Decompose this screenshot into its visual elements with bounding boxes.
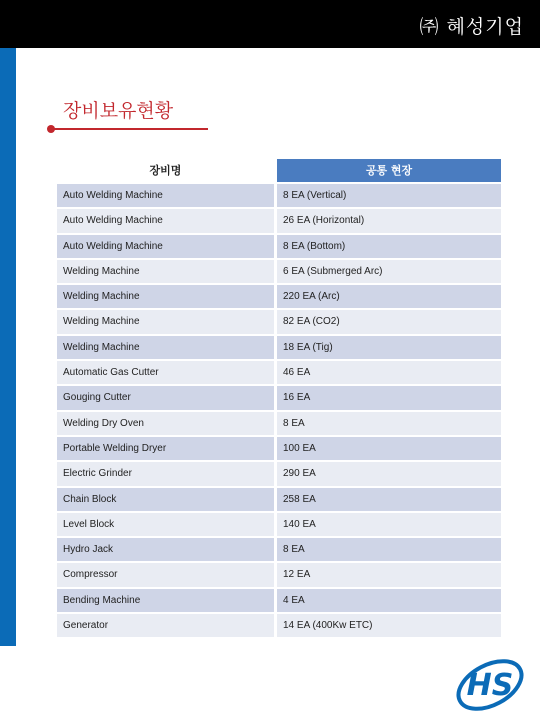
logo-letters: HS (466, 668, 514, 703)
quantity-cell: 100 EA (277, 437, 501, 460)
equipment-name-cell: Bending Machine (57, 589, 274, 612)
table-row (57, 235, 501, 258)
quantity-cell: 46 EA (277, 361, 501, 384)
equipment-name-cell: Welding Machine (57, 310, 274, 333)
equipment-name-cell: Automatic Gas Cutter (57, 361, 274, 384)
equipment-name-cell: Hydro Jack (57, 538, 274, 561)
quantity-cell: 220 EA (Arc) (277, 285, 501, 308)
equipment-name-cell: Auto Welding Machine (57, 184, 274, 207)
equipment-name-cell: Welding Machine (57, 285, 274, 308)
quantity-cell: 14 EA (400Kw ETC) (277, 614, 501, 637)
equipment-name-cell: Auto Welding Machine (57, 209, 274, 232)
table-row (57, 563, 501, 586)
column-header-equipment: 장비명 (57, 159, 274, 182)
quantity-cell: 16 EA (277, 386, 501, 409)
quantity-cell: 258 EA (277, 488, 501, 511)
table-row (57, 412, 501, 435)
table-row (57, 437, 501, 460)
equipment-name-cell: Compressor (57, 563, 274, 586)
side-accent-bar (0, 48, 16, 646)
table-row (57, 614, 501, 637)
quantity-cell: 82 EA (CO2) (277, 310, 501, 333)
table-row (57, 589, 501, 612)
table-row (57, 538, 501, 561)
quantity-cell: 290 EA (277, 462, 501, 485)
equipment-name-cell: Gouging Cutter (57, 386, 274, 409)
table-row (57, 285, 501, 308)
table-row (57, 462, 501, 485)
quantity-cell: 26 EA (Horizontal) (277, 209, 501, 232)
equipment-name-cell: Portable Welding Dryer (57, 437, 274, 460)
top-bar (0, 0, 540, 48)
table-row (57, 209, 501, 232)
quantity-cell: 4 EA (277, 589, 501, 612)
equipment-name-cell: Welding Dry Oven (57, 412, 274, 435)
quantity-cell: 18 EA (Tig) (277, 336, 501, 359)
table-row (57, 361, 501, 384)
table-body (57, 184, 501, 637)
quantity-cell: 12 EA (277, 563, 501, 586)
equipment-name-cell: Chain Block (57, 488, 274, 511)
quantity-cell: 8 EA (277, 412, 501, 435)
table-row (57, 488, 501, 511)
hs-logo (452, 655, 528, 715)
company-name: ㈜ 혜성기업 (419, 16, 524, 38)
quantity-cell: 6 EA (Submerged Arc) (277, 260, 501, 283)
equipment-name-cell: Level Block (57, 513, 274, 536)
equipment-name-cell: Auto Welding Machine (57, 235, 274, 258)
equipment-table (57, 159, 501, 639)
table-row (57, 260, 501, 283)
table-row (57, 310, 501, 333)
column-header-quantity: 공통 현장 (277, 159, 501, 182)
equipment-name-cell: Welding Machine (57, 336, 274, 359)
table-row (57, 386, 501, 409)
title-underline (52, 128, 208, 130)
equipment-name-cell: Welding Machine (57, 260, 274, 283)
table-row (57, 513, 501, 536)
equipment-name-cell: Electric Grinder (57, 462, 274, 485)
quantity-cell: 140 EA (277, 513, 501, 536)
table-row (57, 184, 501, 207)
page-title: 장비보유현황 (63, 100, 174, 122)
table-header (57, 159, 501, 182)
quantity-cell: 8 EA (Bottom) (277, 235, 501, 258)
equipment-name-cell: Generator (57, 614, 274, 637)
quantity-cell: 8 EA (277, 538, 501, 561)
table-row (57, 336, 501, 359)
quantity-cell: 8 EA (Vertical) (277, 184, 501, 207)
